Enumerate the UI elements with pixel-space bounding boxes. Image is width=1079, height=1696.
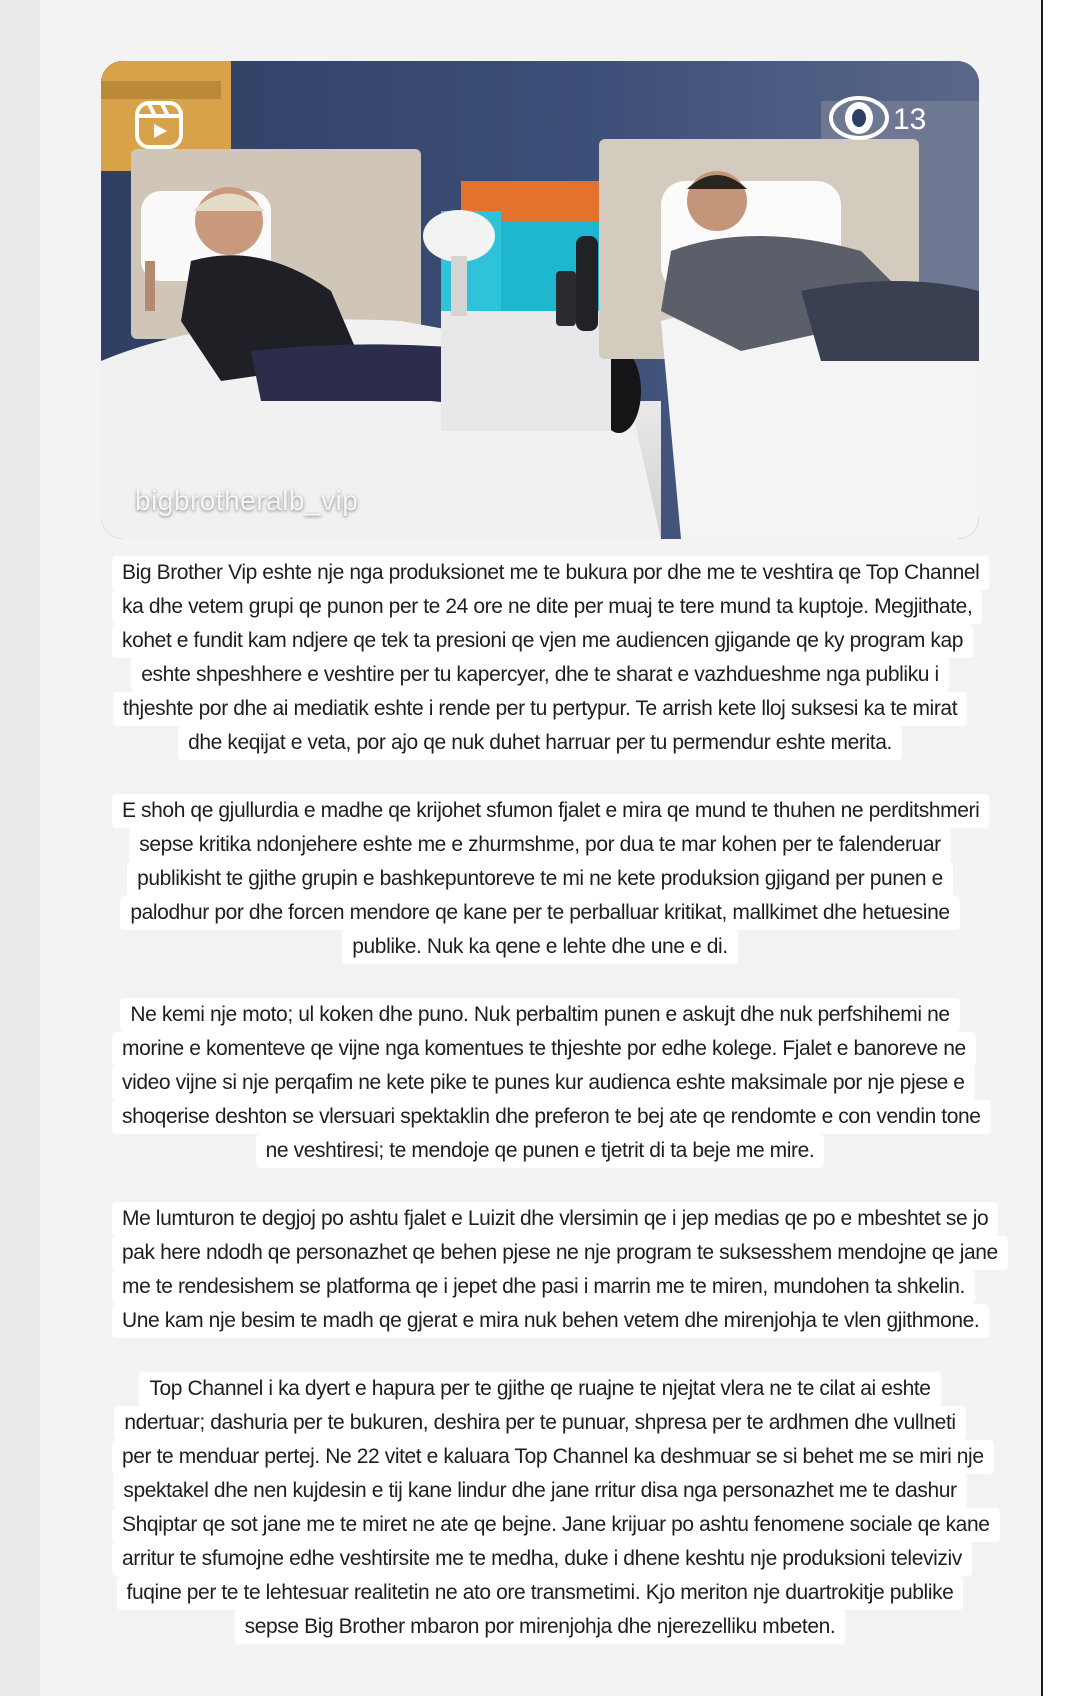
statement-line-text: E shoh qe gjullurdia e madhe qe krijohet sfumon fjalet e mira qe mund te thuhen ne perditshmeri xyxy=(112,794,989,828)
story-image[interactable] xyxy=(101,61,979,539)
account-watermark: bigbrotheralb_vip xyxy=(135,485,359,516)
statement-line-text: palodhur por dhe forcen mendore qe kane per te perballuar kritikat, mallkimet dhe hetuesine xyxy=(120,896,959,930)
right-margin xyxy=(1043,0,1079,1696)
statement-paragraph xyxy=(112,556,980,760)
statement-line xyxy=(112,794,980,828)
statement-line-text: thjeshte por dhe ai mediatik eshte i rende per tu pertypur. Te arrish kete lloj suksesi ka te mirat xyxy=(113,692,967,726)
statement-line xyxy=(112,1032,968,1066)
statement-paragraph xyxy=(112,1202,998,1338)
statement-line xyxy=(112,1508,990,1542)
statement-line xyxy=(112,1202,989,1236)
statement-line xyxy=(112,1372,968,1406)
statement-line-text: per te menduar pertej. Ne 22 vitet e kaluara Top Channel ka deshmuar se si behet me se miri nje xyxy=(112,1440,994,1474)
statement-line-text: me te rendesishem se platforma qe i jepet dhe pasi i marrin me te miren, mundohen ta shkelin. xyxy=(112,1270,975,1304)
statement-line xyxy=(112,1406,968,1440)
statement-line xyxy=(112,726,968,760)
statement-line-text: arritur te sfumojne edhe veshtirsite me te medha, duke i dhene keshtu nje produksioni televiziv xyxy=(112,1542,972,1576)
statement-line-text: dhe keqijat e veta, por ajo qe nuk duhet harruar per tu permendur eshte merita. xyxy=(178,726,902,760)
statement-line xyxy=(112,1542,968,1576)
statement-line-text: sepse Big Brother mbaron por mirenjohja dhe njerezelliku mbeten. xyxy=(235,1610,846,1644)
statement-line-text: ne veshtiresi; te mendoje qe punen e tjetrit di ta beje me mire. xyxy=(256,1134,825,1168)
statement-paragraph xyxy=(112,1372,990,1644)
statement-paragraph xyxy=(112,794,980,964)
statement-line xyxy=(112,1610,968,1644)
statement-line xyxy=(112,930,968,964)
statement-line xyxy=(112,1066,968,1100)
statement-line xyxy=(112,590,973,624)
statement-line xyxy=(112,1474,968,1508)
statement-line xyxy=(112,1576,968,1610)
statement-line-text: Ne kemi nje moto; ul koken dhe puno. Nuk perbaltim punen e askujt dhe nuk perfshihemi ne xyxy=(120,998,959,1032)
statement-line xyxy=(112,1134,968,1168)
statement-line xyxy=(112,556,980,590)
statement-line xyxy=(112,1100,981,1134)
statement-line-text: publikisht te gjithe grupin e bashkepuntoreve te mi ne kete produksion gjigand per punen e xyxy=(127,862,953,896)
channel-number: 13 xyxy=(893,103,927,136)
statement-line-text: video vijne si nje perqafim ne kete pike te punes kur audienca eshte maksimale por nje pjese e xyxy=(112,1066,975,1100)
statement-line-text: pak here ndodh qe personazhet qe behen pjese ne nje program te suksesshem mendojne qe jane xyxy=(112,1236,1008,1270)
statement-line-text: eshte shpeshhere e veshtire per tu kapercyer, dhe te sharat e vazhdueshme nga publiku i xyxy=(131,658,949,692)
top-channel-logo-icon xyxy=(829,93,949,143)
statement-line xyxy=(112,896,968,930)
statement-line xyxy=(112,1440,984,1474)
statement-line xyxy=(112,658,968,692)
statement-line-text: shoqerise deshton se vlersuari spektaklin dhe preferon te bej ate qe rendomte e con vendin tone xyxy=(112,1100,991,1134)
statement-line-text: spektakel dhe nen kujdesin e tij kane lindur dhe jane rritur disa nga personazhet me te dashur xyxy=(113,1474,966,1508)
statement-line-text: publike. Nuk ka qene e lehte dhe une e di. xyxy=(342,930,737,964)
left-margin xyxy=(0,0,40,1696)
statement-line-text: fuqine per te te lehtesuar realitetin ne ato ore transmetimi. Kjo meriton nje duartrokitje publike xyxy=(117,1576,964,1610)
statement-line xyxy=(112,692,968,726)
statement-line-text: kohet e fundit kam ndjere qe tek ta presioni qe vjen me audiencen gjigande qe ky program kap xyxy=(112,624,973,658)
statement-line xyxy=(112,1236,998,1270)
statement-line xyxy=(112,1304,980,1338)
statement-line xyxy=(112,624,968,658)
statement-line-text: morine e komenteve qe vijne nga komentues te thjeshte por edhe kolege. Fjalet e banoreve ne xyxy=(112,1032,976,1066)
statement-line-text: Top Channel i ka dyert e hapura per te gjithe qe ruajne te njejtat vlera ne te cilat ai eshte xyxy=(139,1372,940,1406)
statement-line xyxy=(112,828,968,862)
statement-line-text: Shqiptar qe sot jane me te miret ne ate qe bejne. Jane krijuar po ashtu fenomene sociale qe kane xyxy=(112,1508,1000,1542)
statement-line-text: ndertuar; dashuria per te bukuren, deshira per te punuar, shpresa per te ardhmen dhe vullneti xyxy=(114,1406,965,1440)
statement-paragraph xyxy=(112,998,981,1168)
statement-line-text: Me lumturon te degjoj po ashtu fjalet e Luizit dhe vlersimin qe i jep medias qe po e mbeshtet se jo xyxy=(112,1202,998,1236)
statement-line-text: ka dhe vetem grupi qe punon per te 24 ore ne dite per muaj te tere mund ta kuptoje. Megjithate, xyxy=(112,590,982,624)
statement-line xyxy=(112,862,968,896)
reels-icon[interactable] xyxy=(133,99,185,151)
statement-line-text: sepse kritika ndonjehere eshte me e zhurmshme, por dua te mar kohen per te falenderuar xyxy=(129,828,950,862)
statement-text xyxy=(112,556,998,1678)
statement-line xyxy=(112,998,968,1032)
statement-line xyxy=(112,1270,968,1304)
statement-line-text: Big Brother Vip eshte nje nga produksionet me te bukura por dhe me te veshtira qe Top Channel xyxy=(112,556,989,590)
statement-line-text: Une kam nje besim te madh qe gjerat e mira nuk behen vetem dhe mirenjohja te vlen gjithmone. xyxy=(112,1304,989,1338)
